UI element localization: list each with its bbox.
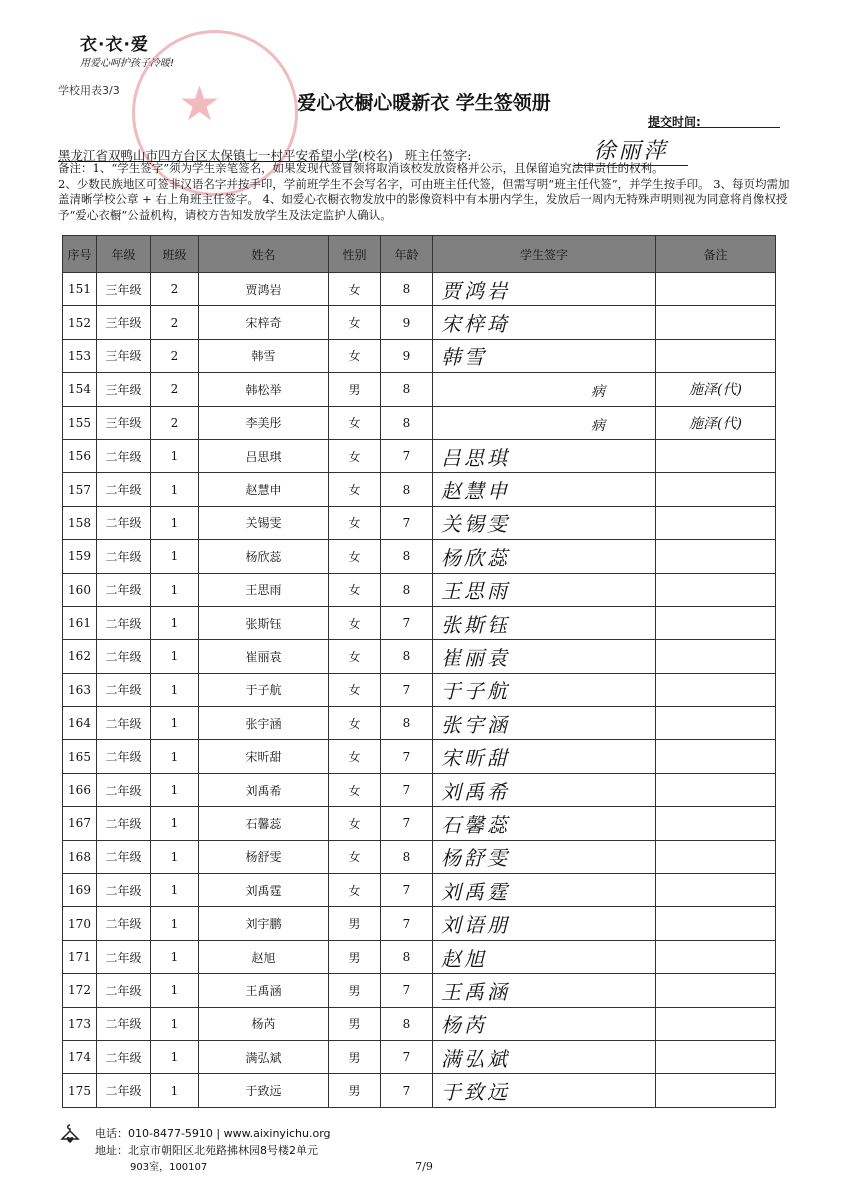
row-remark <box>656 273 776 306</box>
table-row <box>63 306 776 339</box>
row-name: 李美彤 <box>199 406 329 439</box>
row-no: 155 <box>63 406 97 439</box>
row-grade: 二年级 <box>97 940 151 973</box>
row-no: 154 <box>63 373 97 406</box>
teacher-signature: 徐丽萍 <box>574 134 688 166</box>
row-signature: 杨欣蕊 <box>433 540 656 573</box>
row-age: 8 <box>381 273 433 306</box>
row-gender: 女 <box>329 807 381 840</box>
row-name: 吕思琪 <box>199 439 329 472</box>
row-class: 1 <box>151 1007 199 1040</box>
row-age: 8 <box>381 540 433 573</box>
row-remark <box>656 673 776 706</box>
table-row <box>63 940 776 973</box>
row-no: 157 <box>63 473 97 506</box>
row-gender: 女 <box>329 506 381 539</box>
row-grade: 二年级 <box>97 707 151 740</box>
row-signature: 刘禹霆 <box>433 874 656 907</box>
table-header-row <box>63 236 776 273</box>
row-remark <box>656 1040 776 1073</box>
row-name: 赵慧申 <box>199 473 329 506</box>
row-grade: 二年级 <box>97 1040 151 1073</box>
row-signature: 王禹涵 <box>433 974 656 1007</box>
table-row <box>63 640 776 673</box>
row-no: 171 <box>63 940 97 973</box>
row-no: 172 <box>63 974 97 1007</box>
row-grade: 二年级 <box>97 740 151 773</box>
row-gender: 女 <box>329 773 381 806</box>
row-age: 7 <box>381 1074 433 1107</box>
header-gender: 性别 <box>329 236 381 273</box>
row-no: 164 <box>63 707 97 740</box>
row-remark <box>656 506 776 539</box>
page-title: 爱心衣橱心暖新衣 学生签领册 <box>297 92 551 114</box>
header-signature: 学生签字 <box>433 236 656 273</box>
row-class: 1 <box>151 439 199 472</box>
row-name: 刘禹霆 <box>199 874 329 907</box>
seal-star-icon: ★ <box>178 76 222 132</box>
row-no: 162 <box>63 640 97 673</box>
row-remark <box>656 940 776 973</box>
note-line-1: 备注：1、“学生签字”须为学生亲笔签名，如果发现代签冒领将取消该校发放资格并公示，且保留追究法律责任的权利。 <box>58 161 664 175</box>
row-age: 7 <box>381 807 433 840</box>
notes-block <box>58 161 790 223</box>
row-name: 杨欣蕊 <box>199 540 329 573</box>
header-name: 姓名 <box>199 236 329 273</box>
row-remark <box>656 1074 776 1107</box>
row-grade: 二年级 <box>97 573 151 606</box>
row-grade: 二年级 <box>97 673 151 706</box>
row-no: 156 <box>63 439 97 472</box>
row-remark <box>656 1007 776 1040</box>
row-grade: 三年级 <box>97 273 151 306</box>
table-row <box>63 406 776 439</box>
row-grade: 三年级 <box>97 373 151 406</box>
table-row <box>63 1074 776 1107</box>
row-remark <box>656 974 776 1007</box>
row-gender: 男 <box>329 1074 381 1107</box>
row-signature: 赵旭 <box>433 940 656 973</box>
row-class: 2 <box>151 406 199 439</box>
row-class: 1 <box>151 1040 199 1073</box>
row-remark <box>656 707 776 740</box>
row-remark <box>656 439 776 472</box>
row-class: 1 <box>151 773 199 806</box>
row-class: 1 <box>151 940 199 973</box>
row-name: 王禹涵 <box>199 974 329 1007</box>
row-grade: 二年级 <box>97 439 151 472</box>
form-code: 学校用表3/3 <box>58 84 120 97</box>
row-age: 7 <box>381 606 433 639</box>
row-no: 170 <box>63 907 97 940</box>
row-gender: 女 <box>329 273 381 306</box>
table-row <box>63 907 776 940</box>
row-grade: 二年级 <box>97 1074 151 1107</box>
header-remark: 备注 <box>656 236 776 273</box>
teacher-signature-label: 班主任签字: <box>404 148 472 163</box>
row-class: 1 <box>151 807 199 840</box>
row-remark <box>656 473 776 506</box>
footer-address: 地址：北京市朝阳区北苑路拂林园8号楼2单元 <box>95 1144 318 1157</box>
row-gender: 女 <box>329 707 381 740</box>
row-remark <box>656 306 776 339</box>
row-signature: 韩雪 <box>433 339 656 372</box>
row-age: 7 <box>381 907 433 940</box>
row-grade: 三年级 <box>97 406 151 439</box>
row-signature: 王思雨 <box>433 573 656 606</box>
row-class: 1 <box>151 673 199 706</box>
table-row <box>63 373 776 406</box>
row-age: 8 <box>381 707 433 740</box>
row-age: 8 <box>381 940 433 973</box>
row-signature: 宋梓琦 <box>433 306 656 339</box>
submit-time-label: 提交时间: <box>648 115 701 129</box>
row-name: 崔丽袁 <box>199 640 329 673</box>
row-remark <box>656 640 776 673</box>
row-signature: 崔丽袁 <box>433 640 656 673</box>
row-name: 宋梓奇 <box>199 306 329 339</box>
row-gender: 男 <box>329 1040 381 1073</box>
row-remark <box>656 339 776 372</box>
row-signature <box>433 406 656 439</box>
row-gender: 女 <box>329 540 381 573</box>
row-signature: 杨舒雯 <box>433 840 656 873</box>
row-gender: 女 <box>329 339 381 372</box>
row-signature: 赵慧申 <box>433 473 656 506</box>
row-signature: 于致远 <box>433 1074 656 1107</box>
row-signature: 张斯钰 <box>433 606 656 639</box>
row-no: 168 <box>63 840 97 873</box>
row-remark <box>656 874 776 907</box>
row-gender: 女 <box>329 874 381 907</box>
row-remark: 施泽(代) <box>656 373 776 406</box>
row-name: 于致远 <box>199 1074 329 1107</box>
row-age: 9 <box>381 339 433 372</box>
row-age: 8 <box>381 840 433 873</box>
row-class: 1 <box>151 840 199 873</box>
header-no: 序号 <box>63 236 97 273</box>
row-name: 于子航 <box>199 673 329 706</box>
row-age: 8 <box>381 473 433 506</box>
row-signature: 石馨蕊 <box>433 807 656 840</box>
row-age: 7 <box>381 874 433 907</box>
row-no: 165 <box>63 740 97 773</box>
row-no: 169 <box>63 874 97 907</box>
row-signature: 宋昕甜 <box>433 740 656 773</box>
row-signature: 张宇涵 <box>433 707 656 740</box>
row-gender: 女 <box>329 573 381 606</box>
row-grade: 三年级 <box>97 306 151 339</box>
row-age: 8 <box>381 406 433 439</box>
row-class: 1 <box>151 740 199 773</box>
row-gender: 女 <box>329 439 381 472</box>
header-age: 年龄 <box>381 236 433 273</box>
row-gender: 女 <box>329 306 381 339</box>
footer-address-line-2: 903室，100107 <box>130 1162 208 1173</box>
row-remark <box>656 807 776 840</box>
row-remark <box>656 606 776 639</box>
row-class: 1 <box>151 573 199 606</box>
row-class: 1 <box>151 473 199 506</box>
brand-slogan: 用爱心呵护孩子冷暖! <box>80 58 175 69</box>
row-no: 161 <box>63 606 97 639</box>
table-row <box>63 273 776 306</box>
row-no: 151 <box>63 273 97 306</box>
row-name: 张宇涵 <box>199 707 329 740</box>
row-age: 7 <box>381 740 433 773</box>
row-grade: 二年级 <box>97 974 151 1007</box>
row-gender: 男 <box>329 974 381 1007</box>
table-row <box>63 874 776 907</box>
row-signature <box>433 373 656 406</box>
hanger-heart-icon <box>60 1123 80 1145</box>
row-gender: 女 <box>329 673 381 706</box>
row-gender: 女 <box>329 606 381 639</box>
table-row <box>63 606 776 639</box>
row-no: 175 <box>63 1074 97 1107</box>
row-age: 7 <box>381 1040 433 1073</box>
row-gender: 女 <box>329 640 381 673</box>
row-class: 1 <box>151 707 199 740</box>
row-grade: 二年级 <box>97 1007 151 1040</box>
row-age: 8 <box>381 1007 433 1040</box>
row-gender: 女 <box>329 406 381 439</box>
row-grade: 二年级 <box>97 506 151 539</box>
row-name: 张斯钰 <box>199 606 329 639</box>
row-name: 关锡雯 <box>199 506 329 539</box>
table-row <box>63 1040 776 1073</box>
row-name: 韩松举 <box>199 373 329 406</box>
row-no: 173 <box>63 1007 97 1040</box>
row-no: 160 <box>63 573 97 606</box>
row-name: 刘宇鹏 <box>199 907 329 940</box>
row-age: 8 <box>381 573 433 606</box>
row-class: 1 <box>151 640 199 673</box>
row-remark <box>656 773 776 806</box>
footer-phone: 电话：010-8477-5910 | www.aixinyichu.org <box>95 1127 331 1140</box>
row-signature: 刘禹希 <box>433 773 656 806</box>
row-gender: 男 <box>329 907 381 940</box>
row-no: 166 <box>63 773 97 806</box>
row-grade: 三年级 <box>97 339 151 372</box>
row-gender: 女 <box>329 840 381 873</box>
table-row <box>63 506 776 539</box>
table-row <box>63 439 776 472</box>
row-remark <box>656 840 776 873</box>
row-no: 163 <box>63 673 97 706</box>
row-grade: 二年级 <box>97 773 151 806</box>
row-signature: 满弘斌 <box>433 1040 656 1073</box>
table-row <box>63 339 776 372</box>
row-class: 1 <box>151 506 199 539</box>
row-signature: 吕思琪 <box>433 439 656 472</box>
row-remark <box>656 573 776 606</box>
row-age: 9 <box>381 306 433 339</box>
row-name: 杨芮 <box>199 1007 329 1040</box>
row-age: 8 <box>381 373 433 406</box>
row-signature: 刘语朋 <box>433 907 656 940</box>
row-class: 2 <box>151 273 199 306</box>
header-class: 班级 <box>151 236 199 273</box>
row-remark <box>656 540 776 573</box>
table-row <box>63 673 776 706</box>
row-name: 宋昕甜 <box>199 740 329 773</box>
table-row <box>63 807 776 840</box>
row-signature: 于子航 <box>433 673 656 706</box>
table-row <box>63 974 776 1007</box>
row-age: 7 <box>381 974 433 1007</box>
row-class: 2 <box>151 373 199 406</box>
row-signature: 杨芮 <box>433 1007 656 1040</box>
row-name: 刘禹希 <box>199 773 329 806</box>
row-class: 2 <box>151 339 199 372</box>
roster-table <box>62 235 776 1108</box>
row-gender: 男 <box>329 940 381 973</box>
row-class: 1 <box>151 1074 199 1107</box>
row-grade: 二年级 <box>97 840 151 873</box>
row-name: 满弘斌 <box>199 1040 329 1073</box>
table-row <box>63 573 776 606</box>
header-grade: 年级 <box>97 236 151 273</box>
row-age: 7 <box>381 773 433 806</box>
row-no: 159 <box>63 540 97 573</box>
submit-time-field <box>648 127 780 128</box>
brand-logo: 衣·衣·爱 <box>80 35 149 55</box>
row-class: 1 <box>151 874 199 907</box>
row-name: 王思雨 <box>199 573 329 606</box>
row-grade: 二年级 <box>97 874 151 907</box>
row-class: 1 <box>151 907 199 940</box>
row-no: 174 <box>63 1040 97 1073</box>
row-signature: 贾鸿岩 <box>433 273 656 306</box>
row-gender: 男 <box>329 373 381 406</box>
row-name: 石馨蕊 <box>199 807 329 840</box>
row-class: 2 <box>151 306 199 339</box>
row-class: 1 <box>151 540 199 573</box>
row-age: 7 <box>381 439 433 472</box>
row-grade: 二年级 <box>97 640 151 673</box>
row-no: 167 <box>63 807 97 840</box>
row-class: 1 <box>151 606 199 639</box>
page-number: 7/9 <box>415 1160 433 1173</box>
row-gender: 女 <box>329 740 381 773</box>
row-remark: 施泽(代) <box>656 406 776 439</box>
row-name: 赵旭 <box>199 940 329 973</box>
row-no: 153 <box>63 339 97 372</box>
table-row <box>63 1007 776 1040</box>
row-gender: 男 <box>329 1007 381 1040</box>
row-no: 158 <box>63 506 97 539</box>
table-row <box>63 707 776 740</box>
school-name-suffix: (校名) <box>358 148 393 163</box>
row-no: 152 <box>63 306 97 339</box>
row-grade: 二年级 <box>97 606 151 639</box>
row-grade: 二年级 <box>97 473 151 506</box>
note-line-2: 2、少数民族地区可签非汉语名字并按手印，学前班学生不会写名字，可由班主任代签，但需写明“班主任代签”，并学生按手印。 3、每页均需加盖清晰学校公章 + 右上角班主任签字。 4、如爱心衣橱衣物发放中的影像资料中有本册内学生，发放后一周内无特殊声明则视为同意将肖像权授予“爱心衣橱”公益机构，请校方告知发放学生及法定监护人确认。 <box>58 176 790 222</box>
row-age: 7 <box>381 673 433 706</box>
row-gender: 女 <box>329 473 381 506</box>
table-row <box>63 540 776 573</box>
table-row <box>63 773 776 806</box>
row-grade: 二年级 <box>97 907 151 940</box>
row-grade: 二年级 <box>97 807 151 840</box>
row-age: 8 <box>381 640 433 673</box>
row-remark <box>656 740 776 773</box>
row-signature-note: 病 <box>591 417 608 434</box>
row-name: 贾鸿岩 <box>199 273 329 306</box>
table-row <box>63 840 776 873</box>
row-signature-note: 病 <box>591 384 608 401</box>
row-name: 杨舒雯 <box>199 840 329 873</box>
row-class: 1 <box>151 974 199 1007</box>
school-name: 黑龙江省双鸭山市四方台区太保镇七一村平安希望小学 <box>58 148 359 163</box>
row-signature: 关锡雯 <box>433 506 656 539</box>
row-grade: 二年级 <box>97 540 151 573</box>
row-name: 韩雪 <box>199 339 329 372</box>
row-age: 7 <box>381 506 433 539</box>
table-row <box>63 473 776 506</box>
table-row <box>63 740 776 773</box>
row-remark <box>656 907 776 940</box>
